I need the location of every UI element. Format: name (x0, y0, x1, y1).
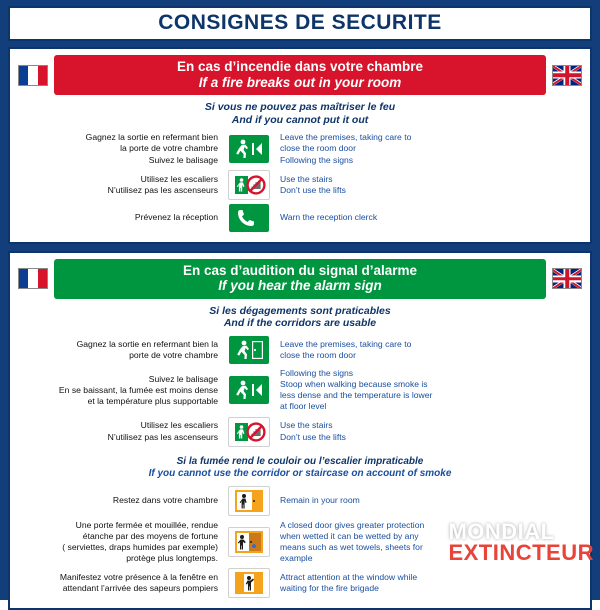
alarm-subhead-fr: Si les dégagements sont praticables (209, 304, 391, 317)
instruction-text-fr: Prévenez la réception (134, 212, 218, 223)
alarm-banner-fr: En cas d’audition du signal d’alarme (182, 262, 418, 278)
alarm-subhead-en: And if the corridors are usable (223, 317, 377, 330)
smoke-instruction-rows (18, 484, 582, 601)
instruction-text-fr: Restez dans votre chambre (112, 495, 218, 506)
instruction-row (18, 368, 582, 413)
section-alarm (8, 251, 592, 610)
fire-subhead (18, 101, 582, 126)
fire-subhead-en: And if you cannot put it out (231, 113, 369, 126)
fire-banner (54, 55, 546, 95)
fire-subhead-fr: Si vous ne pouvez pas maîtriser le feu (204, 101, 396, 114)
instruction-text-en: Warn the reception clerck (280, 212, 378, 223)
instruction-icon-cell (226, 568, 272, 598)
page-title-text: CONSIGNES DE SECURITE (158, 11, 442, 34)
alarm-subhead (18, 305, 582, 330)
instruction-text-fr: Gagnez la sortie en refermant bien la porte de votre chambre Suivez le balisage (85, 132, 218, 165)
instruction-text-en: Use the stairs Don’t use the lifts (280, 420, 346, 442)
smoke-condition-en: If you cannot use the corridor or staircase on account of smoke (148, 468, 452, 480)
alarm-banner-en: If you hear the alarm sign (218, 278, 382, 294)
instruction-icon-cell (226, 204, 272, 232)
united-kingdom-flag-icon (552, 65, 582, 86)
fire-instruction-rows (18, 130, 582, 234)
section-fire (8, 47, 592, 244)
alarm-instruction-rows (18, 334, 582, 449)
instruction-icon-cell (226, 486, 272, 516)
instruction-icon-cell (226, 527, 272, 557)
page-title (8, 6, 592, 41)
no-lift-use-stairs-icon (228, 417, 270, 447)
telephone-icon (229, 204, 269, 232)
instruction-text-en: A closed door gives greater protection when wetted it can be wetted by any means such as wet towels, sheets for example (280, 519, 425, 564)
instruction-text-en: Remain in your room (280, 495, 360, 506)
no-lift-use-stairs-icon (228, 170, 270, 200)
watermark-line-1: MONDIAL (448, 519, 555, 545)
instruction-text-fr: Gagnez la sortie en refermant bien la porte de votre chambre (76, 338, 218, 360)
instruction-row (18, 170, 582, 200)
fire-banner-en: If a fire breaks out in your room (198, 74, 402, 90)
instruction-text-fr: Une porte fermée et mouillée, rendue étanche par des moyens de fortune ( serviettes, draps humides par exemple) protège plus longtemps. (62, 519, 218, 564)
instruction-text-fr: Suivez le balisage En se baissant, la fumée est moins dense et la température plus supportable (58, 373, 218, 406)
alarm-banner (54, 259, 546, 299)
running-man-exit-icon (229, 376, 269, 404)
instruction-icon-cell (226, 417, 272, 447)
instruction-row (18, 132, 582, 166)
instruction-row (18, 486, 582, 516)
instruction-row (18, 204, 582, 232)
instruction-row (18, 417, 582, 447)
france-flag-icon (18, 268, 48, 289)
instruction-text-en: Use the stairs Don’t use the lifts (280, 173, 346, 195)
instruction-text-fr: Utilisez les escaliers N’utilisez pas les ascenseurs (107, 420, 218, 442)
instruction-icon-cell (226, 376, 272, 404)
emergency-exit-door-icon (229, 336, 269, 364)
instruction-text-en: Attract attention at the window while waiting for the fire brigade (280, 572, 418, 594)
alarm-banner-row (18, 259, 582, 299)
smoke-condition-fr: Si la fumée rend le couloir ou l’escalier impraticable (176, 455, 424, 467)
wet-the-door-icon (228, 527, 270, 557)
instruction-row (18, 520, 582, 565)
instruction-row (18, 336, 582, 364)
instruction-icon-cell (226, 135, 272, 163)
france-flag-icon (18, 65, 48, 86)
instruction-text-fr: Utilisez les escaliers N’utilisez pas les ascenseurs (107, 173, 218, 195)
instruction-text-en: Following the signs Stoop when walking because smoke is less dense and the temperature is lower at floor level (280, 367, 433, 412)
running-man-exit-icon (229, 135, 269, 163)
instruction-text-en: Leave the premises, taking care to close the room door (280, 338, 412, 360)
fire-banner-row (18, 55, 582, 95)
person-in-room-icon (228, 486, 270, 516)
watermark-line-2: EXTINCTEUR (448, 540, 594, 566)
instruction-row (18, 568, 582, 598)
instruction-icon-cell (226, 170, 272, 200)
instruction-text-fr: Manifestez votre présence à la fenêtre en attendant l’arrivée des sapeurs pompiers (59, 572, 218, 594)
fire-banner-fr: En cas d’incendie dans votre chambre (176, 59, 424, 74)
smoke-condition-subhead (18, 456, 582, 481)
instruction-icon-cell (226, 336, 272, 364)
instruction-text-en: Leave the premises, taking care to close the room door Following the signs (280, 132, 412, 165)
united-kingdom-flag-icon (552, 268, 582, 289)
signal-at-window-icon (228, 568, 270, 598)
